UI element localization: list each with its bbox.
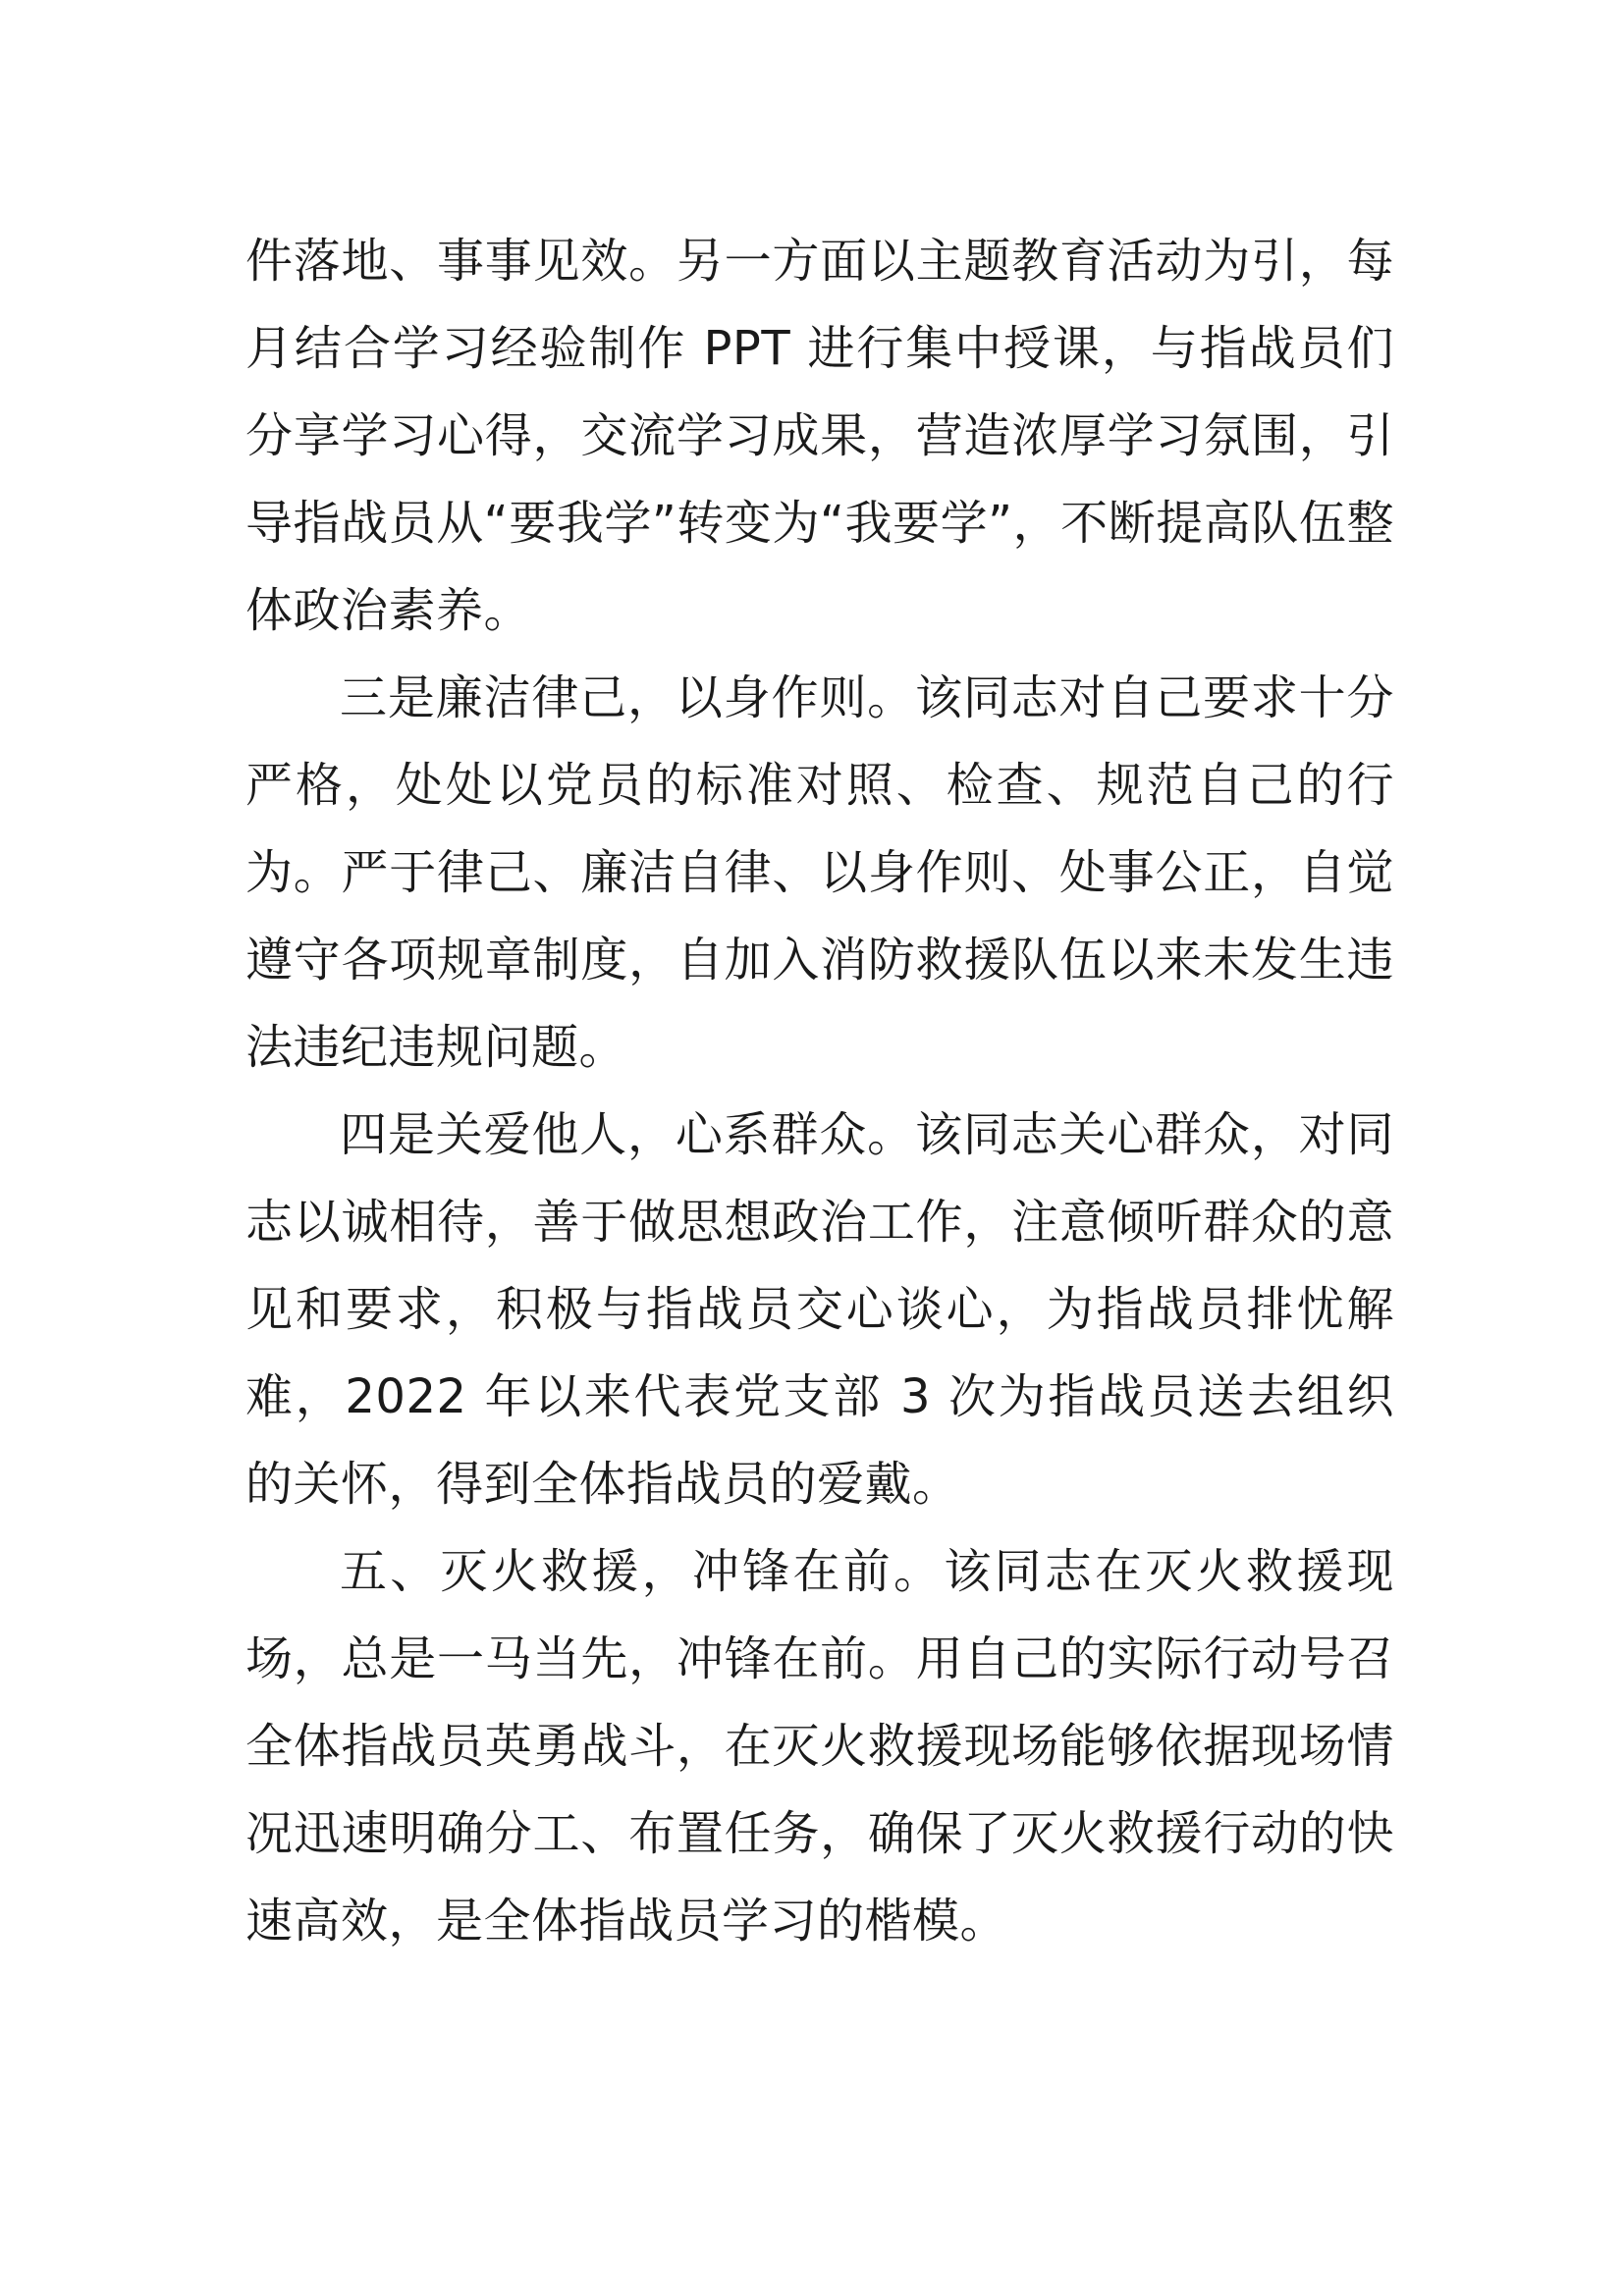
document-body (245, 218, 1394, 1965)
paragraph-integrity: 三是廉洁律己，以身作则。该同志对自己要求十分严格，处处以党员的标准对照、检查、规范自己的行为。严于律己、廉洁自律、以身作则、处事公正，自觉遵守各项规章制度，自加入消防救援队伍以来未发生违法违纪违规问题。 (245, 670, 1394, 1075)
paragraph-caring: 四是关爱他人，心系群众。该同志关心群众，对同志以诚相待，善于做思想政治工作，注意倾听群众的意见和要求，积极与指战员交心谈心，为指战员排忧解难，2022 年以来代表党支部 3 次为指战员送去组织的关怀，得到全体指战员的爱戴。 (245, 1107, 1394, 1512)
paragraph-firefighting: 五、灭火救援，冲锋在前。该同志在灭火救援现场，总是一马当先，冲锋在前。用自己的实际行动号召全体指战员英勇战斗，在灭火救援现场能够依据现场情况迅速明确分工、布置任务，确保了灭火救援行动的快速高效，是全体指战员学习的楷模。 (245, 1544, 1394, 1949)
paragraph-continuation: 件落地、事事见效。另一方面以主题教育活动为引，每月结合学习经验制作 PPT 进行集中授课，与指战员们分享学习心得，交流学习成果，营造浓厚学习氛围，引导指战员从“要我学”转变为“我要学”，不断提高队伍整体政治素养。 (245, 234, 1394, 638)
